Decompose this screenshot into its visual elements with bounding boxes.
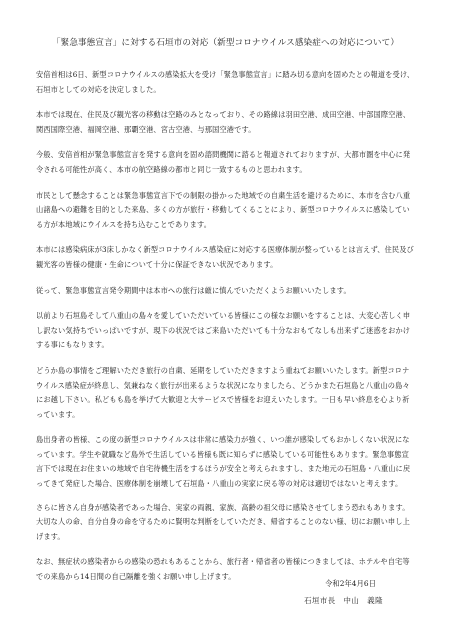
paragraph-8: どうか島の事情をご理解いただき旅行の自粛、延期をしていただきますよう重ねてお願いいたします。新型コロナウイルス感染症が終息し、気兼ねなく旅行が出来るような状況になりましたら、どうかまた石垣島と八重山の島々にお越し下さい。私どもも島を挙げて大歓迎と大サービスで皆様をお迎えいたします。一日も早い終息を心より祈っています。 (36, 365, 410, 419)
document-date: 令和2年4月6日 (324, 579, 376, 588)
paragraph-1: 安倍首相は6日、新型コロナウイルスの感染拡大を受け「緊急事態宣言」に踏み切る意向を固めたとの報道を受け、石垣市としての対応を決定しました。 (36, 70, 415, 94)
paragraph-9: 島出身者の皆様、この度の新型コロナウイルスは非常に感染力が強く、いつ誰が感染してもおかしくない状況になっています。学生や就職など島外で生活している皆様も既に知らずに感染している可能性もあります。緊急事態宣言下では現在お住まいの地域で自宅待機生活をするほうが安全と考えられますし、また地元の石垣島・八重山に戻ってきて発症した場合、医療体制を崩壊して石垣島・八重山の実家に戻る等の対応は適切ではないと考えます。 (36, 435, 411, 489)
paragraph-3: 今般、安倍首相が緊急事態宣言を発する意向を固め諮問機関に諮ると報道されておりますが、大都市圏を中心に発令される可能性が高く、本市の航空路線の都市と同じ一致するものと思われます。 (36, 150, 411, 174)
paragraph-2: 本市では現在、住民及び観光客の移動は空路のみとなっており、その路線は羽田空港、成田空港、中部国際空港、関西国際空港、福岡空港、那覇空港、宮古空港、与那国空港です。 (36, 110, 411, 134)
paragraph-6: 従って、緊急事態宣言発令期間中は本市への旅行は厳に慎んでいただくようお願いいたします。 (36, 285, 351, 295)
paragraph-10: さらに皆さん自身が感染者であった場合、実家の両親、家族、高齢の祖父母に感染させてしまう恐れもあります。大切な人の命、自分自身の命を守るために賢明な判断をしていただき、帰省することのない様、切にお願い申し上げます。 (36, 502, 410, 541)
paragraph-4: 市民として懸念することは緊急事態宣言下での制限の掛かった地域での自粛生活を避けるために、本市を含む八重山諸島への避難を目的とした来島、多くの方が旅行・移動してくることにより、新型コロナウイルスに感染している方が本地域にウイルスを持ち込むことであります。 (36, 190, 411, 229)
document-signer: 石垣市長 中山 義隆 (304, 596, 383, 605)
paragraph-11: なお、無症状の感染者からの感染の恐れもあることから、旅行者・帰省者の皆様につきましては、ホテルや自宅等での来島から14日間の自己隔離を強くお願い申し上げます。 (36, 557, 410, 582)
paragraph-7: 以前より石垣島そして八重山の島々を愛していただいている皆様にこの様なお願いをすることは、大変心苦しく申し訳ない気持ちでいっぱいですが、現下の状況ではご来島いただいても十分なおもてなしも出来ずご迷惑をおかけする事にもなります。 (36, 311, 411, 350)
document-title: 「緊急事態宣言」に対する石垣市の対応（新型コロナウイルス感染症への対応について） (51, 38, 400, 48)
paragraph-5: 本市には感染病床が3床しかなく新型コロナウイルス感染症に対応する医療体制が整っているとは言えず、住民及び観光客の皆様の健康・生命について十分に保証できない状況であります。 (36, 245, 414, 269)
